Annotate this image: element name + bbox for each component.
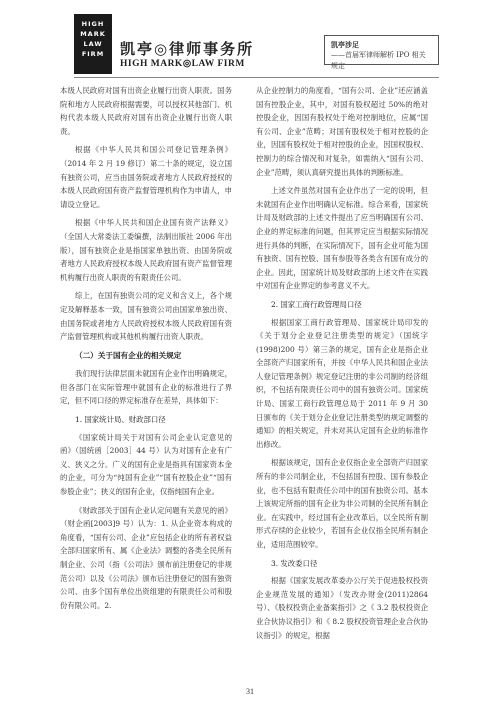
paragraph: 从企业控制力的角度看，“国有公司、企业”还应涵盖国有控股企业，其中，对国有股权超过 50%的绝对控股企业，因国有股权处于绝对控制地位，应属“国有公司、企业”范畴；对国有股权处于相对控股的企业，因国有股权处于相对控股的企业，因国权股权、控制力的综合情况和对复杂，如需纳入“国有公司、企业”范畴，须认真研究提出具体的判断标准。: [256, 86, 428, 177]
paragraph: 综上，在国有独资公司的定义和含义上，各个规定及解释基本一致，国有独资公司由国家单独出资、由国务院或者地方人民政府授权本级人民政府国有资产监督管理机构或其他机构履行出资人职责。: [60, 291, 232, 342]
paragraph: 根据国家工商行政管理局、国家统计局印发的《关于划分企业登记注册类型的规定》（国统字(1998)200 号）第三条的规定，国有企业是指企业全部资产归国家所有，并按《中华人民共和国企业法人登记管理条例》规定登记注册的非公司制的经济组织，不包括有限责任公司中的国有独资公司。国家统计局、国家工商行政管理总局于 2011 年 9 月 30 日颁布的《关于划分企业登记注册类型的规定调整的通知》的相关规定，并未对其认定国有企业的标准作出修改。: [256, 317, 428, 449]
tagline-subtitle: ——首届军律师解析 IPO 相关规定: [331, 51, 426, 70]
logo-line: HIGH: [81, 20, 105, 28]
left-column: [60, 84, 232, 617]
section-heading: （二）关于国有企业的相关规定: [75, 350, 182, 360]
paragraph: 根据《中华人民共和国企业国有资产法释义》（全国人大常委法工委编撰，法制出版社 2006 年出版），国有独资企业是指国家单独出资、由国务院或者地方人民政府授权本级人民政府国有资产监督管理机构履行出资人职责的有限责任公司。: [60, 218, 232, 282]
paragraph: 《国家统计局关于对国有公司企业认定意见的函》（国统函［2003］44 号）认为对国有企业有广义、狭义之分。广义的国有企业是指具有国家资本金的企业，可分为“纯国有企业”“国有控股企业”“国有参股企业”；狭义的国有企业，仅指纯国有企业。: [60, 432, 232, 497]
subsection-heading: 2. 国家工商行政管理局口径: [271, 299, 362, 309]
paragraph: 根据《国家发展改革委办公厅关于促进股权投资企业规范发展的通知》（发改办财金(2011)2864 号）、《股权投资企业备案指引》之《 3.2 股权投资企业合伙协议指引》和《 8.2 股权投资管理企业合伙协议指引》的规定，根据: [256, 576, 428, 640]
tagline-title: 凯亭涉足: [331, 40, 359, 49]
paragraph: 根据该规定，国有企业仅指企业全部资产归国家所有的非公司制企业，不包括国有控股、国有参股企业，也不包括有限责任公司中的国有独资公司。基本上该规定所指的国有企业为非公司制的全民所有制企业。在实践中，经过国有企业改革后，以全民所有制形式存续的企业较少，若国有企业仅指全民所有制企业，适用范围较窄。: [256, 458, 428, 549]
firm-name-cn: 凯亭◎律师事务所: [120, 40, 255, 58]
page-header: [0, 0, 500, 78]
paragraph: 根据《中华人民共和国公司登记管理条例》（2014 年 2 月 19 修订）第二十条的规定，设立国有独资公司，应当由国务院或者地方人民政府授权的本级人民政府国有资产监督管理机构作为申请人，申请设立登记。: [60, 145, 232, 209]
subsection-heading: 1. 国家统计局、财政部口径: [75, 415, 166, 425]
paragraph: 我们现行法律层面未就国有企业作出明确规定，但各部门在实际管理中就国有企业的标准进行了界定，但不同口径的界定标准存在差异，具体如下：: [60, 369, 232, 406]
firm-logo: [74, 14, 112, 74]
logo-line: LAW: [83, 40, 103, 48]
page-number: 31: [246, 687, 254, 696]
paragraph: 本级人民政府对国有出资企业履行出资人职责。国务院和地方人民政府根据需要，可以授权其他部门、机构代表本级人民政府对国有出资企业履行出资人职责。: [60, 86, 232, 136]
firm-name-en: HIGH MARK◎LAW FIRM: [120, 59, 245, 69]
paragraph: 《财政部关于国有企业认定问题有关意见的函》（财企函[2003]9 号）认为：1. 从企业资本构成的角度看，“国有公司、企业”应包括企业的所有者权益全部归国家所有、属《企业法》调整的各类全民所有制企业、公司（指《公司法》颁布前注册登记的非规范公司）以及《公司法》颁布后注册登记的国有独资公司、由多个国有单位出资组建的有限责任公司和股份有限公司。2.: [60, 505, 232, 610]
right-column: [256, 84, 428, 647]
logo-line: FIRM: [81, 50, 105, 58]
paragraph: 上述文件虽然对国有企业作出了一定的说明，但未就国有企业作出明确认定标准。综合来看，国家统计局及财政部的上述文件提出了应当明确国有公司、企业的界定标准的问题，但其界定应当根据实际情况进行具体的判断，在实际情况下，国有企业可能为国有独资、国有控股、国有参股等各类含有国有成分的企业。因此，国家统计局及财政部的上述文件在实践中对国有企业界定的参考意义不大。: [256, 186, 428, 291]
header-tagline-box: [324, 35, 439, 70]
header-divider: [74, 77, 439, 78]
logo-line: MARK: [80, 30, 106, 38]
subsection-heading: 3. 发改委口径: [271, 558, 318, 568]
